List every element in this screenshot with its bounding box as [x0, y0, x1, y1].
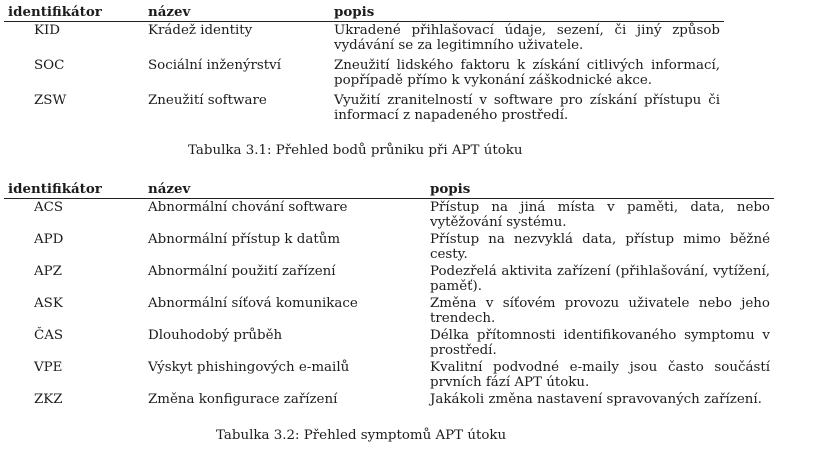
- row-description: Zneužití lidského faktoru k získání citlivých informací, popřípadě přímo k vykonání záškodnické akce.: [334, 58, 720, 88]
- table-header-row: [4, 181, 774, 199]
- row-name: Změna konfigurace zařízení: [148, 392, 338, 407]
- table-header-row: [4, 4, 724, 22]
- row-identifier: APZ: [34, 264, 62, 279]
- column-header-name: název: [144, 181, 426, 199]
- attack-symptoms-table: [4, 181, 774, 408]
- row-name: Dlouhodobý průběh: [148, 328, 283, 343]
- row-identifier: ZSW: [34, 93, 67, 108]
- table-row: [4, 57, 724, 92]
- column-header-name: název: [144, 4, 330, 22]
- table-row: [4, 263, 774, 295]
- column-header-description: popis: [330, 4, 724, 22]
- row-identifier: ASK: [34, 296, 63, 311]
- table-row: [4, 22, 724, 58]
- row-identifier: ACS: [34, 200, 64, 215]
- row-name: Výskyt phishingových e-mailů: [148, 360, 350, 375]
- attack-entry-points-table: [4, 4, 724, 127]
- row-description: Kvalitní podvodné e-maily jsou často součástí prvních fází APT útoku.: [430, 360, 770, 390]
- table-row: [4, 391, 774, 408]
- row-description: Podezřelá aktivita zařízení (přihlašování, vytížení, paměť).: [430, 264, 770, 294]
- row-description: Ukradené přihlašovací údaje, sezení, či jiný způsob vydávání se za legitimního uživatele.: [334, 23, 720, 53]
- row-identifier: KID: [34, 23, 61, 38]
- table-row: [4, 199, 774, 232]
- row-identifier: ČAS: [34, 328, 64, 343]
- column-header-identifier: identifikátor: [4, 181, 144, 199]
- row-description: Délka přítomnosti identifikovaného symptomu v prostředí.: [430, 328, 770, 358]
- row-name: Sociální inženýrství: [148, 58, 282, 73]
- row-name: Abnormální chování software: [148, 200, 348, 215]
- table-row: [4, 231, 774, 263]
- column-header-description: popis: [426, 181, 774, 199]
- row-description: Přístup na nezvyklá data, přístup mimo běžné cesty.: [430, 232, 770, 262]
- row-identifier: ZKZ: [34, 392, 63, 407]
- row-name: Krádež identity: [148, 23, 253, 38]
- row-identifier: SOC: [34, 58, 65, 73]
- table-caption: Tabulka 3.1: Přehled bodů průniku při APT útoku: [188, 143, 523, 158]
- table-row: [4, 327, 774, 359]
- row-description: Využití zranitelností v software pro získání přístupu či informací z napadeného prostředí.: [334, 93, 720, 123]
- row-description: Jakákoli změna nastavení spravovaných zařízení.: [430, 392, 762, 407]
- row-name: Abnormální síťová komunikace: [148, 296, 358, 311]
- row-name: Abnormální použití zařízení: [148, 264, 336, 279]
- table-row: [4, 295, 774, 327]
- row-identifier: VPE: [34, 360, 63, 375]
- row-description: Změna v síťovém provozu uživatele nebo jeho trendech.: [430, 296, 770, 326]
- table-row: [4, 92, 724, 127]
- column-header-identifier: identifikátor: [4, 4, 144, 22]
- row-name: Zneužití software: [148, 93, 267, 108]
- row-description: Přístup na jiná místa v paměti, data, nebo vytěžování systému.: [430, 200, 770, 230]
- row-name: Abnormální přístup k datům: [148, 232, 341, 247]
- table-caption: Tabulka 3.2: Přehled symptomů APT útoku: [216, 428, 507, 443]
- table-row: [4, 359, 774, 391]
- row-identifier: APD: [34, 232, 64, 247]
